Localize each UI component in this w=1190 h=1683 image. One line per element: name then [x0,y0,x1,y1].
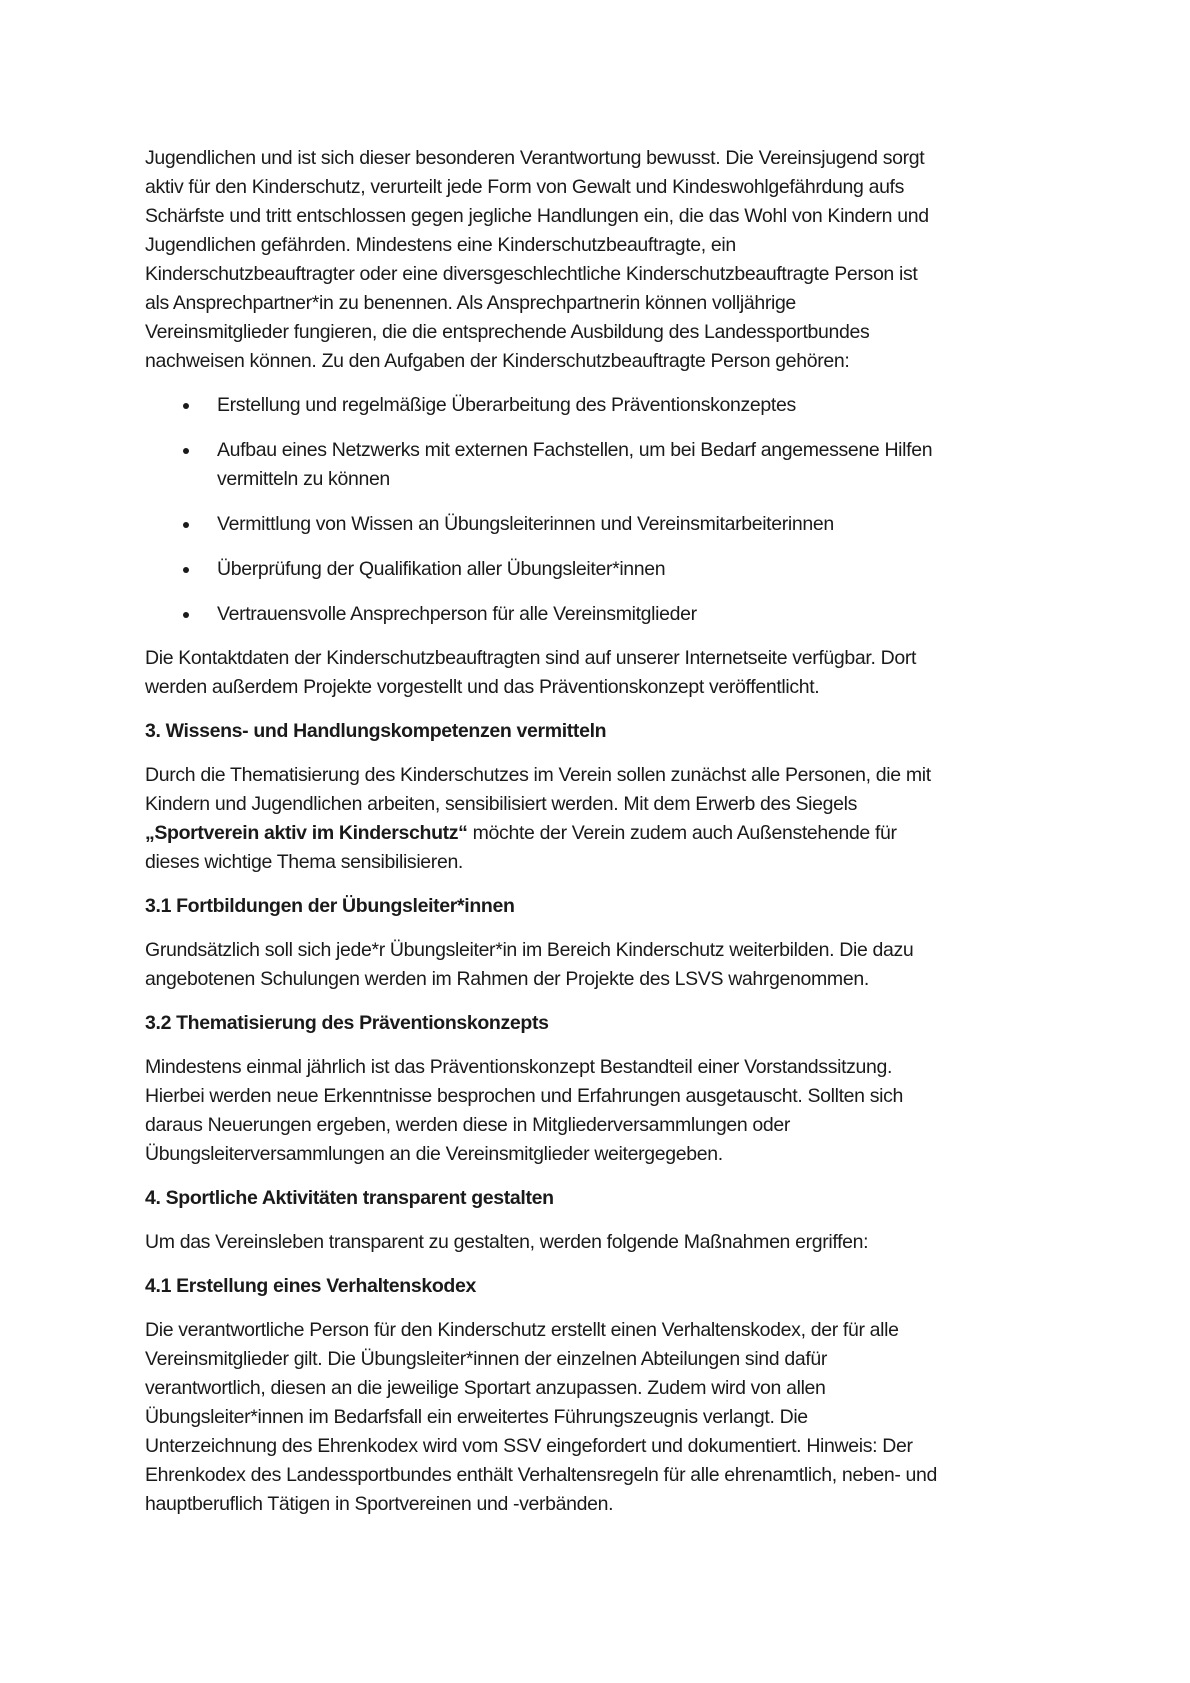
text-line: Überprüfung der Qualifikation aller Übungsleiter*innen [217,558,666,580]
section-4-1-paragraph [145,1316,1065,1519]
bullet-icon [183,612,189,618]
bullet-icon [183,522,189,528]
text-line: Die verantwortliche Person für den Kinderschutz erstellt einen Verhaltenskodex, der für alle [145,1319,899,1341]
text-line: Vertrauensvolle Ansprechperson für alle Vereinsmitglieder [217,603,697,625]
bullet-icon [183,403,189,409]
document-page [145,144,1065,1534]
tasks-list [145,391,1065,629]
text-line: aktiv für den Kinderschutz, verurteilt jede Form von Gewalt und Kindeswohlgefährdung aufs [145,176,905,198]
text-line: Übungsleiter*innen im Bedarfsfall ein erweitertes Führungszeugnis verlangt. Die [145,1406,808,1428]
list-item [145,600,1065,629]
text-line: Übungsleiterversammlungen an die Vereinsmitglieder weitergegeben. [145,1143,723,1165]
text-line: nachweisen können. Zu den Aufgaben der Kinderschutzbeauftragte Person gehören: [145,350,850,372]
text-line: Ehrenkodex des Landessportbundes enthält Verhaltensregeln für alle ehrenamtlich, neben- und [145,1464,938,1486]
text-line: verantwortlich, diesen an die jeweilige Sportart anzupassen. Zudem wird von allen [145,1377,826,1399]
section-4-heading: 4. Sportliche Aktivitäten transparent gestalten [145,1187,554,1209]
text-line: Hierbei werden neue Erkenntnisse besprochen und Erfahrungen ausgetauscht. Sollten sich [145,1085,903,1107]
contact-paragraph [145,644,1065,702]
section-4-1-heading: 4.1 Erstellung eines Verhaltenskodex [145,1275,476,1297]
text-line: Vereinsmitglieder gilt. Die Übungsleiter*innen der einzelnen Abteilungen sind dafür [145,1348,828,1370]
section-3-2-paragraph [145,1053,1065,1169]
text-line: Unterzeichnung des Ehrenkodex wird vom SSV eingefordert und dokumentiert. Hinweis: Der [145,1435,913,1457]
text-line: angebotenen Schulungen werden im Rahmen der Projekte des LSVS wahrgenommen. [145,968,869,990]
list-item [145,391,1065,420]
section-3-paragraph [145,761,1065,877]
bullet-icon [183,567,189,573]
text-line: Jugendlichen und ist sich dieser besonderen Verantwortung bewusst. Die Vereinsjugend sorgt [145,147,925,169]
section-3-1-paragraph [145,936,1065,994]
section-3-2-heading: 3.2 Thematisierung des Präventionskonzepts [145,1012,549,1034]
section-4-paragraph [145,1228,1065,1257]
text-line: Die Kontaktdaten der Kinderschutzbeauftragten sind auf unserer Internetseite verfügbar. Dort [145,647,917,669]
text-line: Kinderschutzbeauftragter oder eine diversgeschlechtliche Kinderschutzbeauftragte Person ist [145,263,918,285]
text-line: Durch die Thematisierung des Kinderschutzes im Verein sollen zunächst alle Personen, die mit [145,764,931,786]
text-line: werden außerdem Projekte vorgestellt und das Präventionskonzept veröffentlicht. [145,676,820,698]
list-item [145,555,1065,584]
list-item [145,436,1065,494]
text-line: Mindestens einmal jährlich ist das Präventionskonzept Bestandteil einer Vorstandssitzung. [145,1056,893,1078]
text-line: hauptberuflich Tätigen in Sportvereinen und -verbänden. [145,1493,614,1515]
intro-paragraph [145,144,1065,376]
text-line: Erstellung und regelmäßige Überarbeitung des Präventionskonzeptes [217,394,796,416]
text-line: dieses wichtige Thema sensibilisieren. [145,851,464,873]
section-3-heading: 3. Wissens- und Handlungskompetenzen vermitteln [145,720,607,742]
text-line: Jugendlichen gefährden. Mindestens eine Kinderschutzbeauftragte, ein [145,234,736,256]
seal-name: „Sportverein aktiv im Kinderschutz“ [145,822,468,844]
section-3-1-heading: 3.1 Fortbildungen der Übungsleiter*innen [145,895,515,917]
text-line: Grundsätzlich soll sich jede*r Übungsleiter*in im Bereich Kinderschutz weiterbilden. Die dazu [145,939,914,961]
text-line: Vermittlung von Wissen an Übungsleiterinnen und Vereinsmitarbeiterinnen [217,513,834,535]
bullet-icon [183,448,189,454]
text-line: Um das Vereinsleben transparent zu gestalten, werden folgende Maßnahmen ergriffen: [145,1231,869,1253]
text-line: Vereinsmitglieder fungieren, die die entsprechende Ausbildung des Landessportbundes [145,321,870,343]
text-line: daraus Neuerungen ergeben, werden diese in Mitgliederversammlungen oder [145,1114,791,1136]
text-line: Kindern und Jugendlichen arbeiten, sensibilisiert werden. Mit dem Erwerb des Siegels [145,793,858,815]
text-line: vermitteln zu können [217,468,390,490]
text-line: Aufbau eines Netzwerks mit externen Fachstellen, um bei Bedarf angemessene Hilfen [217,439,933,461]
text-line [145,819,1065,848]
seal-line-rest: möchte der Verein zudem auch Außenstehende für [467,822,897,844]
text-line: Schärfste und tritt entschlossen gegen jegliche Handlungen ein, die das Wohl von Kindern und [145,205,929,227]
text-line: als Ansprechpartner*in zu benennen. Als Ansprechpartnerin können volljährige [145,292,796,314]
list-item [145,510,1065,539]
